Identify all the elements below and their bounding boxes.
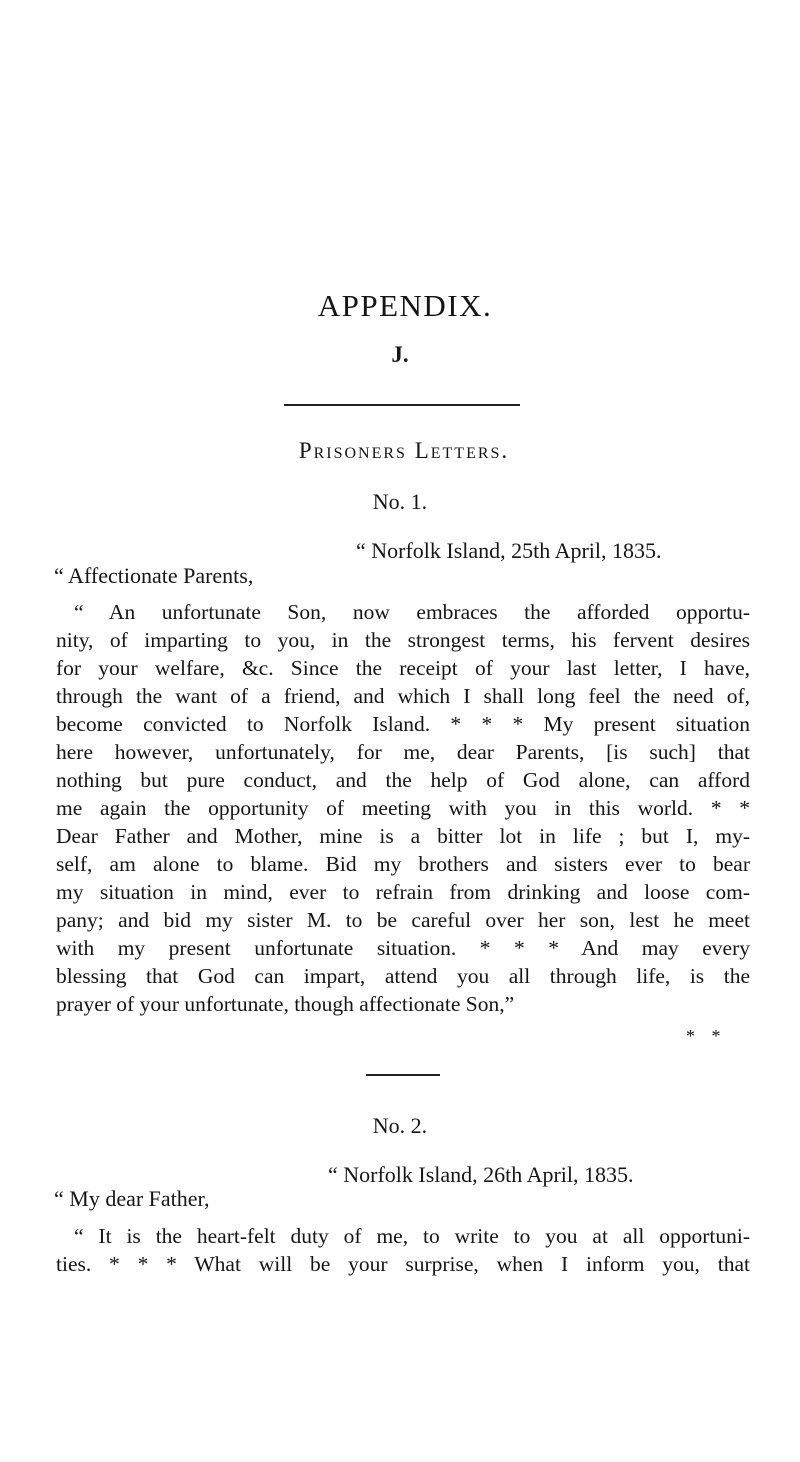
letter-2-line: “ It is the heart-felt duty of me, to write to you at all opportuni- — [74, 1224, 750, 1248]
letter-1-line: for your welfare, &c. Since the receipt of your last letter, I have, — [56, 656, 750, 680]
letter-2-dateline: “ Norfolk Island, 26th April, 1835. — [328, 1162, 634, 1187]
letter-1-line: prayer of your unfortunate, though affectionate Son,” — [56, 992, 515, 1016]
letter-1-line: through the want of a friend, and which I shall long feel the need of, — [56, 684, 750, 708]
letter-1-number: No. 1. — [372, 489, 428, 514]
letter-1-line: nothing but pure conduct, and the help of God alone, can afford — [56, 768, 750, 792]
appendix-title: APPENDIX. — [317, 288, 493, 323]
letter-1-line: Dear Father and Mother, mine is a bitter lot in life ; but I, my- — [56, 824, 750, 848]
letter-1-dateline: “ Norfolk Island, 25th April, 1835. — [356, 538, 662, 563]
letter-1-signature: * * — [686, 1026, 727, 1046]
letter-2-number: No. 2. — [372, 1113, 428, 1138]
letter-1-line: nity, of imparting to you, in the strongest terms, his fervent desires — [56, 628, 750, 652]
letter-1-line: “ An unfortunate Son, now embraces the afforded opportu- — [74, 600, 750, 624]
appendix-letter: J. — [391, 342, 409, 367]
letter-1-line: here however, unfortunately, for me, dear Parents, [is such] that — [56, 740, 750, 764]
section-title: Prisoners Letters. — [298, 438, 510, 463]
letter-1-line: self, am alone to blame. Bid my brothers and sisters ever to bear — [56, 852, 750, 876]
letter-1-salutation: “ Affectionate Parents, — [54, 563, 254, 588]
letter-1-line: me again the opportunity of meeting with you in this world. * * — [56, 796, 750, 820]
title-divider — [284, 404, 520, 406]
letter-1-line: my situation in mind, ever to refrain from drinking and loose com- — [56, 880, 750, 904]
letter-2-line: ties. * * * What will be your surprise, when I inform you, that — [56, 1252, 750, 1276]
letter-1-line: become convicted to Norfolk Island. * * * My present situation — [56, 712, 750, 736]
letter-1-line: with my present unfortunate situation. * * * And may every — [56, 936, 750, 960]
letter-1-line: pany; and bid my sister M. to be careful over her son, lest he meet — [56, 908, 750, 932]
letter-2-salutation: “ My dear Father, — [54, 1186, 210, 1211]
letter-1-line: blessing that God can impart, attend you all through life, is the — [56, 964, 750, 988]
letter-divider — [366, 1074, 440, 1076]
